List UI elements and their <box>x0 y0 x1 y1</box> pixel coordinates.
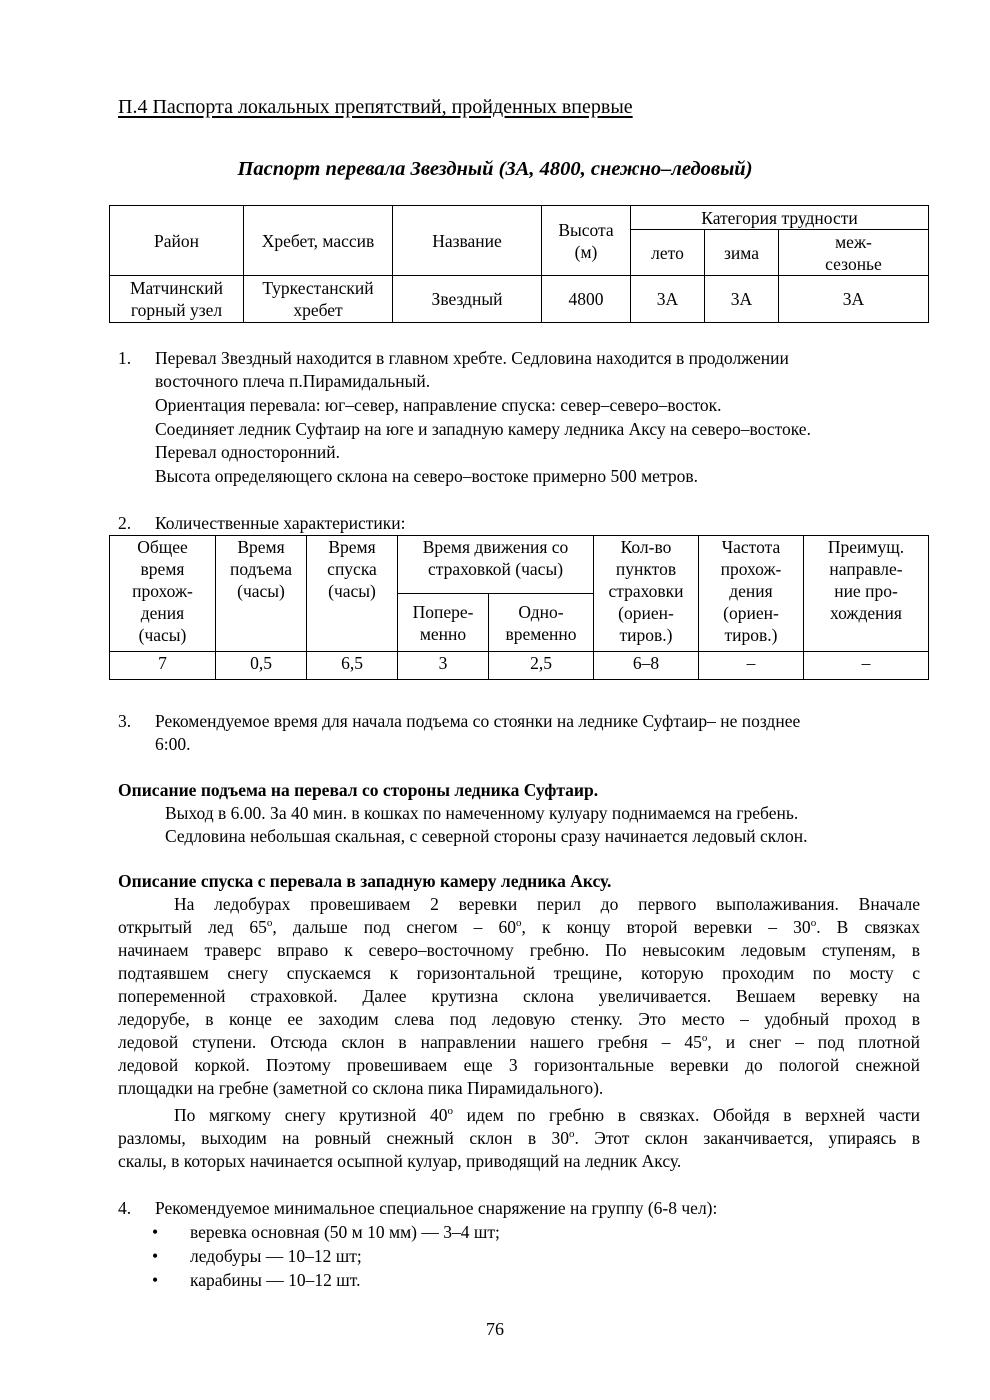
th-belay-time: Время движения со страховкой (часы) <box>398 536 594 594</box>
page-number: 76 <box>486 1319 504 1339</box>
th-region: Район <box>110 206 244 276</box>
descent-paragraph-2: По мягкому снегу крутизной 40$^o$ идем по гребню в связках. Обойдя в верхней части разломы, выходим на ровный снежный склон в 30$^o$. Этот склон заканчивается, упираясь в скалы, в которых начинается осыпной кулуар, приводящий на ледник Аксу. <box>118 1105 920 1171</box>
td-summer: 3А <box>631 276 705 323</box>
equipment-item: веревка основная (50 м 10 мм) — 3–4 шт; <box>190 1222 500 1242</box>
bullet-icon: • <box>152 1246 159 1266</box>
th-winter: зима <box>705 230 779 276</box>
pass-title: Паспорт перевала Звездный (3А, 4800, снежно‒ледовый) <box>237 158 753 180</box>
td-frequency: – <box>699 652 804 680</box>
bullet-icon: • <box>152 1222 159 1242</box>
td-offseason: 3А <box>779 276 929 323</box>
th-category: Категория трудности <box>631 206 929 230</box>
item4-number: 4. <box>118 1198 132 1218</box>
section-heading: П.4 Паспорта локальных препятствий, пройденных впервые <box>118 96 633 118</box>
item3-text: Рекомендуемое время для начала подъема со стоянки на леднике Суфтаир‒ не позднее 6:00. <box>155 711 801 754</box>
descent-title: Описание спуска с перевала в западную камеру ледника Аксу. <box>118 871 612 891</box>
th-descent-time: Время спуска (часы) <box>307 536 398 652</box>
td-name: Звездный <box>393 276 542 323</box>
ascent-text: Выход в 6.00. За 40 мин. в кошках по намеченному кулуару поднимаемся на гребень. Седловина небольшая скальная, с северной стороны сразу начинается ледовый склон. <box>165 803 808 846</box>
td-height: 4800 <box>542 276 631 323</box>
bullet-icon: • <box>152 1270 159 1290</box>
td-winter: 3А <box>705 276 779 323</box>
td-ridge: Туркестанский хребет <box>244 276 393 323</box>
equipment-item: ледобуры — 10–12 шт; <box>190 1246 362 1266</box>
td-descent-time: 6,5 <box>307 652 398 680</box>
th-total-time: Общее время прохож- дения (часы) <box>110 536 216 652</box>
td-belay-points: 6–8 <box>594 652 699 680</box>
item1-text: Перевал Звездный находится в главном хребте. Седловина находится в продолжении восточного плеча п.Пирамидальный. Ориентация перевала: юг‒север, направление спуска: север‒северо‒восток. Соединяет ледник Суфтаир на юге и западную камеру ледника Аксу на северо‒востоке. Перевал односторонний. Высота определяющего склона на северо‒востоке примерно 500 метров. <box>155 348 811 486</box>
th-frequency: Частота прохож- дения (ориен- тиров.) <box>699 536 804 652</box>
th-height: Высота (м) <box>542 206 631 276</box>
th-offseason: меж- сезонье <box>779 230 929 276</box>
th-simultaneous: Одно- временно <box>489 594 594 652</box>
item1-number: 1. <box>118 348 132 368</box>
item2-title: Количественные характеристики: <box>155 513 406 533</box>
pass-summary-table <box>109 205 929 323</box>
td-alternating: 3 <box>398 652 489 680</box>
th-ascent-time: Время подъема (часы) <box>216 536 307 652</box>
td-total-time: 7 <box>110 652 216 680</box>
item4-title: Рекомендуемое минимальное специальное снаряжение на группу (6-8 чел): <box>155 1198 718 1218</box>
th-ridge: Хребет, массив <box>244 206 393 276</box>
td-direction: – <box>804 652 929 680</box>
th-name: Название <box>393 206 542 276</box>
equipment-item: карабины — 10–12 шт. <box>190 1270 361 1290</box>
item3-number: 3. <box>118 711 132 731</box>
quantitative-table <box>109 535 929 680</box>
th-direction: Преимущ. направле- ние про- хождения <box>804 536 929 652</box>
td-region: Матчинский горный узел <box>110 276 244 323</box>
td-simultaneous: 2,5 <box>489 652 594 680</box>
th-alternating: Попере- менно <box>398 594 489 652</box>
item2-number: 2. <box>118 513 132 533</box>
descent-paragraph-1: На ледобурах провешиваем 2 веревки перил до первого выполаживания. Вначале открытый лед 65$^o$, дальше под снегом ‒ 60$^o$, к концу второй веревки ‒ 30$^o$. В связках начинаем траверс вправо к северо‒восточному гребню. По невысоким ледовым ступеням, в подтаявшем снегу спускаемся к горизонтальной трещине, которую проходим по мосту с попеременной страховкой. Далее крутизна склона увеличивается. Вешаем веревку на ледорубе, в конце ее заходим слева под ледовую стенку. Это место ‒ удобный проход в ледовой ступени. Отсюда склон в направлении нашего гребня ‒ 45$^o$, и снег ‒ под плотной ледовой коркой. Поэтому провешиваем еще 3 горизонтальные веревки до пологой снежной площадки на гребне (заметной со склона пика Пирамидального). <box>118 894 920 1098</box>
th-belay-points: Кол-во пунктов страховки (ориен- тиров.) <box>594 536 699 652</box>
th-summer: лето <box>631 230 705 276</box>
td-ascent-time: 0,5 <box>216 652 307 680</box>
ascent-title: Описание подъема на перевал со стороны ледника Суфтаир. <box>118 780 599 800</box>
